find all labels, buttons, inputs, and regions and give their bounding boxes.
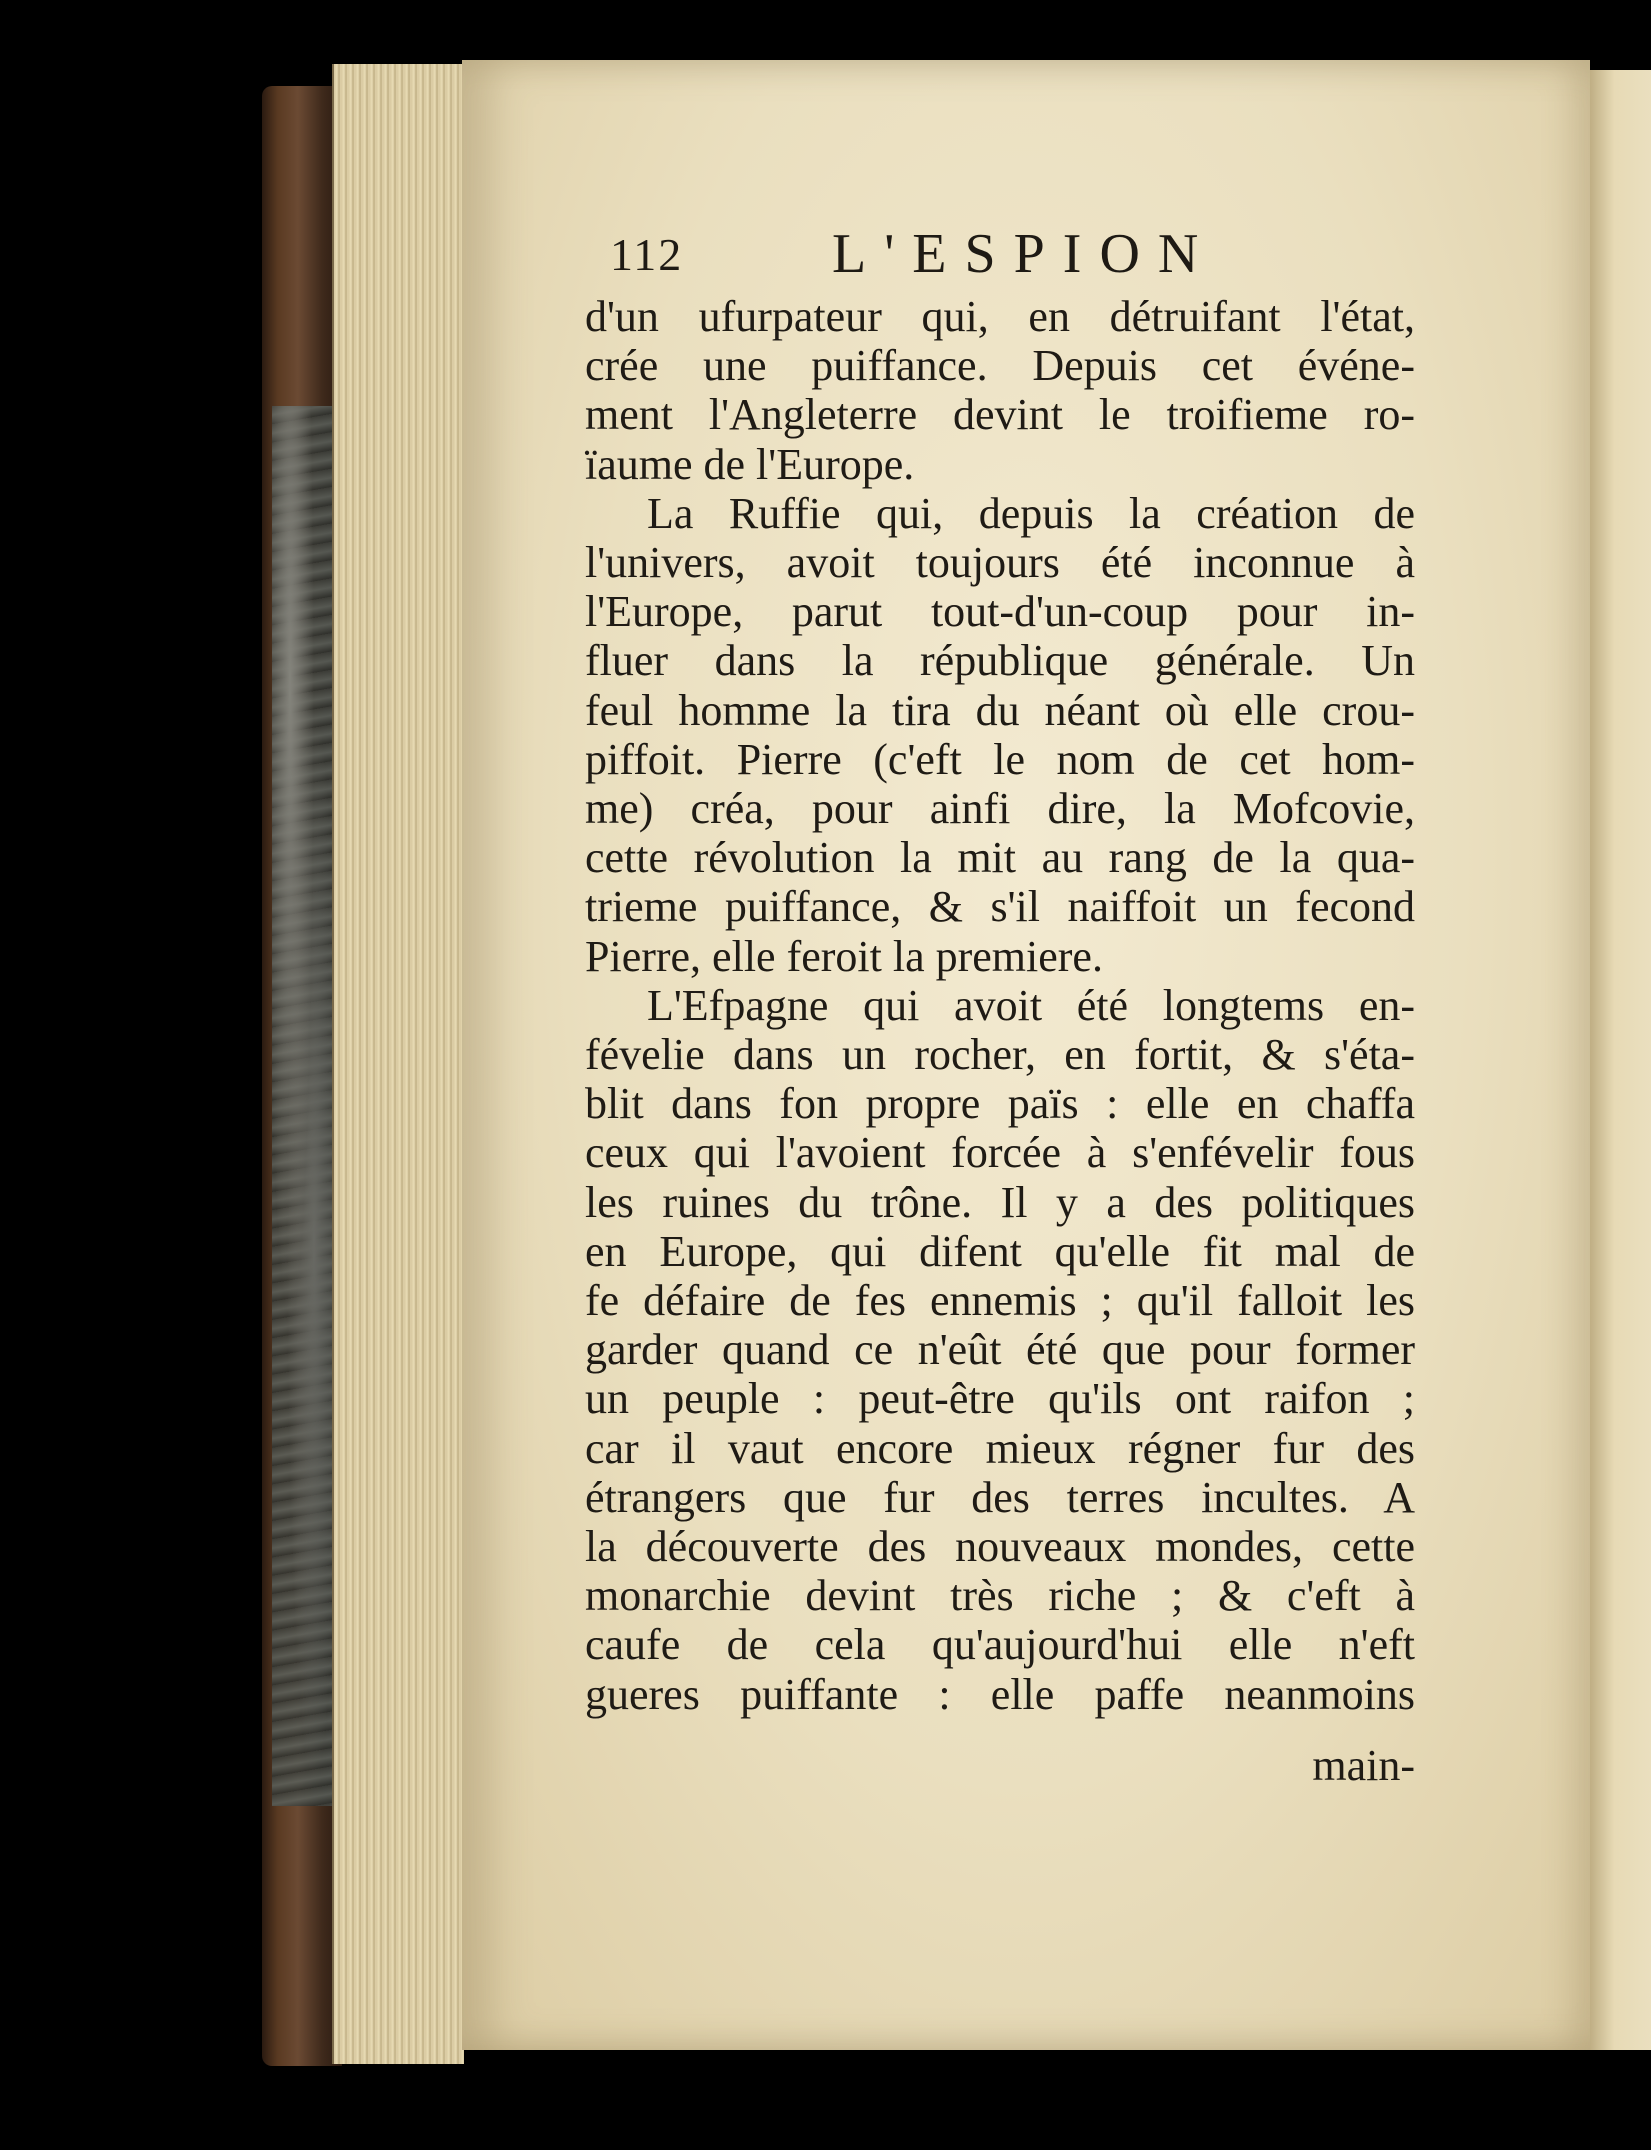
- text-line: caufe de cela qu'aujourd'hui elle n'eft: [585, 1620, 1415, 1670]
- text-line: La Ruffie qui, depuis la création de: [647, 488, 1415, 538]
- text-line: fe défaire de fes ennemis ; qu'il falloit les: [585, 1276, 1415, 1326]
- marbled-cover: [272, 406, 332, 1806]
- text-line: crée une puiffance. Depuis cet événe-: [585, 341, 1415, 391]
- text-line: févelie dans un rocher, en fortit, & s'éta-: [585, 1030, 1415, 1080]
- page-header: [600, 222, 1240, 292]
- text-line: ment l'Angleterre devint le troifieme ro-: [585, 390, 1415, 440]
- text-line: en Europe, qui difent qu'elle fit mal de: [585, 1226, 1415, 1276]
- text-line: ceux qui l'avoient forcée à s'enfévelir fous: [585, 1128, 1415, 1178]
- text-line: un peuple : peut-être qu'ils ont raifon ;: [585, 1374, 1415, 1424]
- text-line: trieme puiffance, & s'il naiffoit un fecond: [585, 882, 1415, 932]
- text-line: car il vaut encore mieux régner fur des: [585, 1423, 1415, 1473]
- facing-page-edge: [1590, 70, 1651, 2050]
- text-line: L'Efpagne qui avoit été longtems en-: [647, 980, 1415, 1030]
- text-line: monarchie devint très riche ; & c'eft à: [585, 1571, 1415, 1621]
- book-binding: [262, 86, 342, 2066]
- text-line: blit dans fon propre païs : elle en chaffa: [585, 1079, 1415, 1129]
- text-line: les ruines du trône. Il y a des politiques: [585, 1177, 1415, 1227]
- text-line: ïaume de l'Europe.: [585, 439, 915, 489]
- text-line: l'Europe, parut tout-d'un-coup pour in-: [585, 587, 1415, 637]
- running-title: L'ESPION: [832, 223, 1217, 285]
- text-line: Pierre, elle feroit la premiere.: [585, 931, 1103, 981]
- page-number: 112: [610, 229, 684, 280]
- text-line: l'univers, avoit toujours été inconnue à: [585, 538, 1415, 588]
- text-line: fluer dans la république générale. Un: [585, 636, 1415, 686]
- page-edges: [332, 64, 464, 2064]
- text-line: étrangers que fur des terres incultes. A: [585, 1472, 1415, 1522]
- text-line: la découverte des nouveaux mondes, cette: [585, 1522, 1415, 1572]
- text-line: garder quand ce n'eût été que pour former: [585, 1325, 1415, 1375]
- text-line: cette révolution la mit au rang de la qua-: [585, 833, 1415, 883]
- body-text: [585, 292, 1415, 1719]
- text-line: me) créa, pour ainfi dire, la Mofcovie,: [585, 784, 1415, 834]
- catchword: main-: [1312, 1741, 1415, 1790]
- text-line: piffoit. Pierre (c'eft le nom de cet hom-: [585, 734, 1415, 784]
- text-line: feul homme la tira du néant où elle crou-: [585, 685, 1415, 735]
- text-line: d'un ufurpateur qui, en détruifant l'état,: [585, 292, 1415, 341]
- text-line: gueres puiffante : elle paffe neanmoins: [585, 1669, 1415, 1719]
